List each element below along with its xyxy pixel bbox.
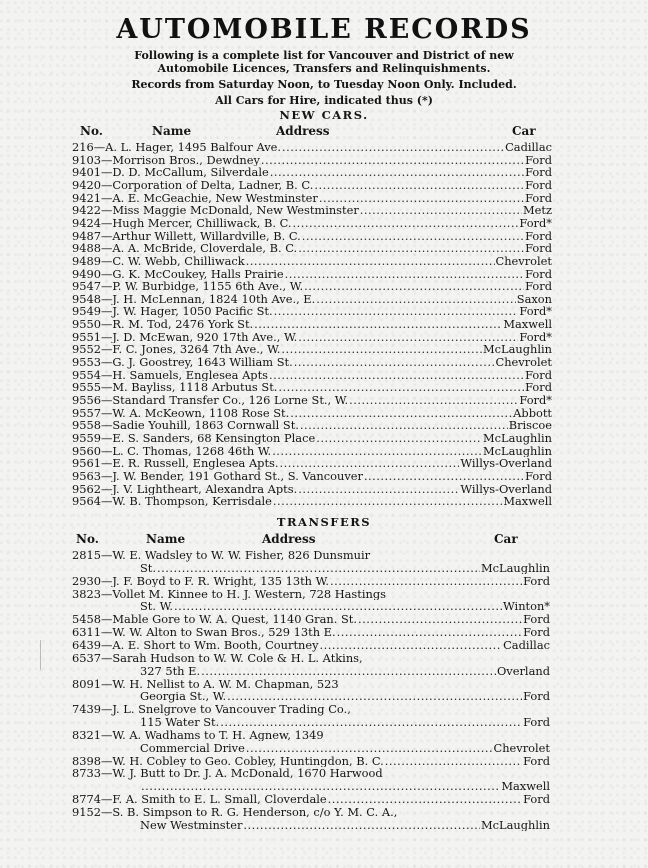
transfer-entry: 8321—W. A. Wadhams to T. H. Agnew, 1349	[72, 728, 324, 742]
transfer-entry: 9152—S. B. Simpson to R. G. Henderson, c/o Y. M. C. A.,	[72, 806, 398, 819]
transfer-row	[72, 716, 550, 729]
new-car-entry: 216—A. L. Hager, 1495 Balfour Ave.	[72, 141, 282, 154]
new-car-row	[72, 394, 552, 407]
transfer-car-make: Ford	[523, 716, 550, 729]
transfer-entry: 7439—J. L. Snelgrove to Vancouver Trading Co.,	[72, 703, 351, 716]
transfer-row	[72, 665, 550, 678]
new-car-make: Ford	[525, 191, 552, 205]
new-car-row	[72, 483, 552, 496]
new-car-entry: 9548—J. H. McLennan, 1824 10th Ave., E.	[72, 292, 316, 306]
transfer-row	[72, 690, 550, 703]
new-car-make: Metz	[523, 204, 552, 217]
transfer-entry: 8774—F. A. Smith to E. L. Small, Cloverdale	[72, 793, 327, 806]
new-car-row	[72, 343, 552, 356]
new-car-make: Ford*	[519, 305, 552, 319]
new-car-make: Ford	[525, 229, 552, 243]
new-car-row	[72, 192, 552, 205]
new-car-make: Ford	[525, 381, 552, 394]
new-car-entry: 9420—Corporation of Delta, Ladner, B. C.	[72, 178, 314, 192]
new-car-make: McLaughlin	[483, 431, 552, 445]
new-car-entry: 9103—Morrison Bros., Dewdney	[72, 153, 260, 167]
new-car-row	[72, 204, 552, 217]
new-car-row	[72, 166, 552, 179]
new-car-row	[72, 457, 552, 470]
transfer-entry: Georgia St., W.	[140, 690, 227, 703]
transfer-row	[72, 575, 550, 588]
new-car-make: Chevrolet	[495, 356, 552, 369]
new-car-entry: 9422—Miss Maggie McDonald, New Westminster	[72, 204, 359, 217]
leader-dots	[254, 318, 502, 331]
transfer-entry: 2815—W. E. Wadsley to W. W. Fisher, 826 Dunsmuir	[72, 549, 371, 562]
transfer-entry: 8398—W. H. Cobley to Geo. Cobley, Huntingdon, B. C.	[72, 754, 384, 768]
new-car-make: McLaughlin	[483, 444, 552, 458]
transfer-car-make: Winton*	[503, 600, 550, 613]
leader-dots	[360, 204, 522, 217]
new-car-row	[72, 141, 552, 154]
new-car-entry: 9564—W. B. Thompson, Kerrisdale	[72, 495, 272, 508]
transfers-col-no-header: No.	[76, 532, 99, 546]
transfer-car-make: Ford	[523, 690, 550, 703]
new-car-entry: 9421—A. E. McGeachie, New Westminster	[72, 191, 318, 205]
leader-dots	[293, 217, 519, 230]
leader-dots	[349, 394, 518, 407]
new-car-make: Ford	[525, 178, 552, 192]
leader-dots	[358, 613, 522, 626]
leader-dots	[246, 255, 495, 268]
transfers-heading: TRANSFERS	[276, 515, 372, 529]
transfer-car-make: Ford	[523, 626, 550, 639]
new-car-row	[72, 356, 552, 369]
new-car-make: Ford*	[519, 216, 552, 230]
page-title: AUTOMOBILE RECORDS	[116, 14, 532, 45]
new-car-make: Ford	[525, 153, 552, 167]
transfer-car-make: Chevrolet	[493, 741, 550, 755]
new-car-row	[72, 179, 552, 192]
new-car-row	[72, 154, 552, 167]
new-car-row	[72, 445, 552, 458]
new-car-entry: 9487—Arthur Willett, Willardville, B. C.	[72, 229, 301, 243]
new-car-entry: 9551—J. D. McEwan, 920 17th Ave., W.	[72, 330, 298, 344]
new-car-entry: 9561—E. R. Russell, Englesea Apts.	[72, 457, 279, 470]
transfer-car-make: Ford	[523, 613, 550, 626]
transfer-entry: St.	[140, 561, 157, 575]
leader-dots	[261, 154, 524, 167]
intro-line-3: Records from Saturday Noon, to Tuesday Noon Only. Included.	[131, 78, 517, 91]
leader-dots	[201, 665, 496, 678]
new-car-make: Ford*	[519, 394, 552, 407]
leader-dots	[314, 179, 524, 192]
new-car-row	[72, 495, 552, 508]
leader-dots	[273, 495, 502, 508]
intro-line-2: Automobile Licences, Transfers and Relinquishments.	[157, 62, 491, 75]
leader-dots	[290, 407, 512, 420]
new-car-entry: 9547—P. W. Burbidge, 1155 6th Ave., W.	[72, 280, 304, 293]
leader-dots	[385, 755, 522, 768]
leader-dots	[337, 626, 523, 639]
new-car-entry: 9553—G. J. Goostrey, 1643 William St.	[72, 356, 293, 369]
transfer-row	[72, 806, 550, 819]
new-car-entry: 9490—G. K. McCoukey, Halls Prairie	[72, 267, 284, 281]
new-car-entry: 9554—H. Samuels, Englesea Apts	[72, 368, 269, 382]
transfer-car-make: Overland	[496, 664, 550, 678]
new-car-row	[72, 381, 552, 394]
transfer-car-make: McLaughlin	[481, 818, 550, 832]
leader-dots	[281, 343, 482, 356]
new-car-make: Ford*	[519, 330, 552, 344]
new-car-make: Cadillac	[505, 141, 552, 154]
transfer-row	[72, 780, 550, 793]
new-car-row	[72, 369, 552, 382]
transfers-col-car-header: Car	[494, 532, 518, 546]
transfer-car-make: Ford	[523, 754, 550, 768]
new-car-make: Abbott	[513, 406, 552, 420]
transfer-entry: 115 Water St.	[140, 716, 220, 729]
new-car-row	[72, 305, 552, 318]
col-no-header: No.	[80, 124, 103, 138]
transfer-row	[72, 652, 550, 665]
transfer-row	[72, 793, 550, 806]
new-car-row	[72, 255, 552, 268]
new-car-make: Willys-Overland	[460, 457, 552, 470]
intro-line-1: Following is a complete list for Vancouver and District of new	[134, 49, 514, 62]
new-car-entry: 9424—Hugh Mercer, Chilliwack, B. C.	[72, 216, 292, 230]
new-car-entry: 9556—Standard Transfer Co., 126 Lorne St., W.	[72, 394, 349, 407]
leader-dots	[320, 639, 503, 652]
new-car-row	[72, 470, 552, 483]
transfer-entry: 5458—Mable Gore to W. A. Quest, 1140 Gran. St.	[72, 613, 357, 626]
leader-dots	[319, 192, 524, 205]
leader-dots	[304, 280, 524, 293]
leader-dots	[298, 483, 459, 496]
new-car-make: Ford	[525, 242, 552, 255]
leader-dots	[316, 432, 482, 445]
transfer-entry: 8733—W. J. Butt to Dr. J. A. McDonald, 1670 Harwood	[72, 767, 383, 781]
new-car-entry: 9563—J. W. Bender, 191 Gothard St., S. Vancouver	[72, 469, 363, 483]
new-car-row	[72, 230, 552, 243]
transfer-row	[72, 819, 550, 832]
transfer-entry: 6439—A. E. Short to Wm. Booth, Courtney	[72, 638, 319, 652]
transfer-row	[72, 562, 550, 575]
leader-dots	[227, 690, 522, 703]
transfer-row	[72, 678, 550, 691]
new-car-entry: 9559—E. S. Sanders, 68 Kensington Place	[72, 431, 316, 445]
leader-dots	[243, 819, 480, 832]
new-car-row	[72, 432, 552, 445]
new-car-row	[72, 217, 552, 230]
leader-dots	[330, 575, 522, 588]
new-car-make: Ford	[525, 267, 552, 281]
leader-dots	[364, 470, 524, 483]
new-car-row	[72, 268, 552, 281]
new-car-make: Ford	[525, 166, 552, 179]
new-car-entry: 9560—L. C. Thomas, 1268 46th W.	[72, 444, 272, 458]
new-car-row	[72, 318, 552, 331]
new-car-row	[72, 242, 552, 255]
new-car-row	[72, 293, 552, 306]
new-car-entry: 9488—A. A. McBride, Cloverdale, B. C.	[72, 242, 298, 255]
leader-dots	[272, 445, 482, 458]
transfer-entry: Commercial Drive	[140, 741, 245, 755]
new-car-row	[72, 331, 552, 344]
new-car-entry: 9401—D. D. McCallum, Silverdale	[72, 166, 269, 179]
transfer-entry: 2930—J. F. Boyd to F. R. Wright, 135 13th W.	[72, 574, 329, 588]
new-car-entry: 9489—C. W. Webb, Chilliwack	[72, 254, 245, 268]
transfer-row	[72, 755, 550, 768]
transfer-car-make: Maxwell	[501, 780, 550, 793]
leader-dots	[316, 293, 516, 306]
leader-dots	[298, 242, 524, 255]
transfer-car-make: Cadillac	[503, 638, 550, 652]
new-car-entry: 9562—J. V. Lightheart, Alexandra Apts.	[72, 482, 298, 496]
new-car-entry: 9557—W. A. McKeown, 1108 Rose St.	[72, 406, 290, 420]
leader-dots	[300, 419, 508, 432]
new-car-entry: 9555—M. Bayliss, 1118 Arbutus St.	[72, 381, 278, 394]
leader-dots	[274, 305, 519, 318]
transfer-row	[72, 639, 550, 652]
new-car-make: Ford	[525, 280, 552, 293]
transfers-col-name-header: Name	[146, 532, 186, 546]
new-car-make: Saxon	[516, 292, 552, 306]
transfer-row	[72, 703, 550, 716]
leader-dots	[285, 268, 524, 281]
new-car-make: Willys-Overland	[460, 482, 552, 496]
transfer-entry: 327 5th E.	[140, 664, 201, 678]
new-car-make: Ford	[525, 469, 552, 483]
new-car-make: Ford	[525, 368, 552, 382]
transfer-entry: 8091—W. H. Nellist to A. W. M. Chapman, 523	[72, 677, 339, 691]
new-car-make: Chevrolet	[495, 254, 552, 268]
transfer-entry: New Westminster	[140, 818, 243, 832]
transfer-entry: 6537—Sarah Hudson to W. W. Cole & H. L. Atkins,	[72, 651, 363, 665]
leader-dots	[174, 600, 502, 613]
leader-dots	[269, 369, 524, 382]
new-cars-heading: NEW CARS.	[279, 108, 369, 122]
new-car-make: Maxwell	[503, 495, 552, 508]
leader-dots	[270, 166, 524, 179]
transfer-car-make: Ford	[523, 793, 550, 806]
transfer-car-make: Ford	[523, 574, 550, 588]
transfers-col-address-header: Address	[262, 532, 316, 546]
leader-dots	[328, 793, 522, 806]
leader-dots	[220, 716, 522, 729]
transfer-entry: 6311—W. W. Alton to Swan Bros., 529 13th E.	[72, 626, 336, 639]
transfer-row	[72, 626, 550, 639]
leader-dots	[157, 562, 480, 575]
new-car-entry: 9558—Sadie Youhill, 1863 Cornwall St.	[72, 419, 299, 432]
transfer-row	[72, 729, 550, 742]
transfer-row	[72, 767, 550, 780]
leader-dots	[278, 381, 524, 394]
new-car-entry: 9552—F. C. Jones, 3264 7th Ave., W.	[72, 343, 281, 356]
col-car-header: Car	[512, 124, 536, 138]
new-car-entry: 9549—J. W. Hager, 1050 Pacific St.	[72, 305, 273, 319]
new-car-make: Maxwell	[503, 318, 552, 331]
transfer-row	[72, 549, 550, 562]
transfer-row	[72, 600, 550, 613]
new-car-row	[72, 407, 552, 420]
new-car-row	[72, 280, 552, 293]
leader-dots	[141, 780, 500, 793]
col-address-header: Address	[276, 124, 330, 138]
transfer-entry: 3823—Vollet M. Kinnee to H. J. Western, 728 Hastings	[72, 587, 386, 601]
new-car-make: McLaughlin	[483, 343, 552, 356]
new-car-row	[72, 419, 552, 432]
col-name-header: Name	[152, 124, 192, 138]
transfer-row	[72, 613, 550, 626]
transfer-row	[72, 742, 550, 755]
leader-dots	[294, 356, 495, 369]
leader-dots	[280, 457, 460, 470]
leader-dots	[246, 742, 493, 755]
new-car-make: Briscoe	[508, 419, 552, 432]
transfer-entry: St. W.	[140, 600, 173, 613]
leader-dots	[298, 331, 518, 344]
new-car-entry: 9550—R. M. Tod, 2476 York St.	[72, 318, 254, 331]
transfer-car-make: McLaughlin	[481, 561, 550, 575]
intro-line-4: All Cars for Hire, indicated thus (*)	[215, 94, 433, 107]
margin-mark	[40, 640, 41, 670]
transfer-row	[72, 588, 550, 601]
leader-dots	[282, 141, 504, 154]
leader-dots	[302, 230, 524, 243]
